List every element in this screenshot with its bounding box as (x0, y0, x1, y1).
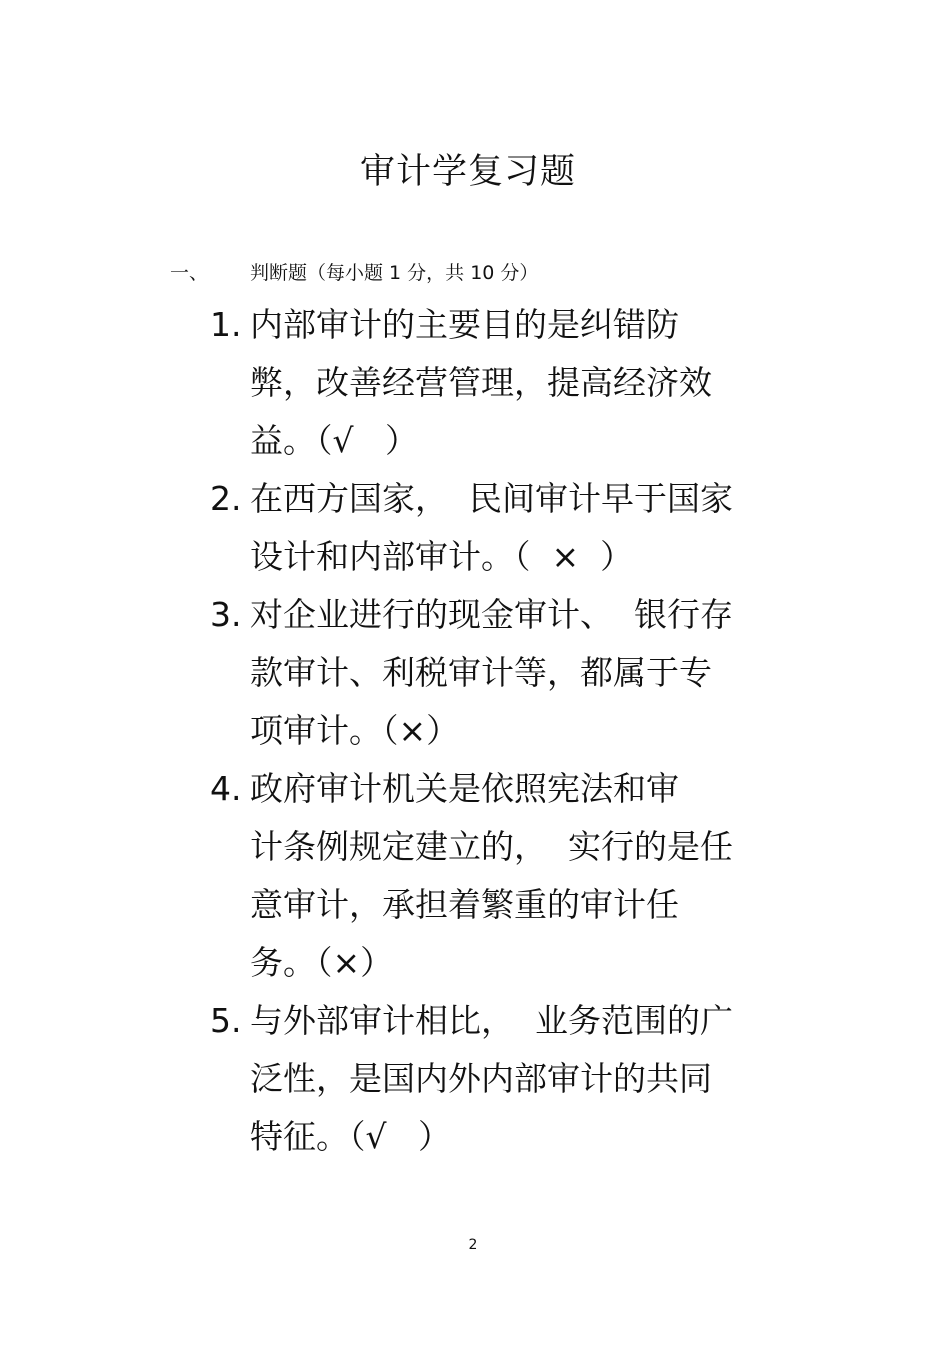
question-text-line: 设计和内部审计。（ × ） (250, 537, 634, 576)
question-text-line: 款审计、利税审计等，都属于专 (250, 653, 712, 692)
question-item (210, 296, 810, 470)
question-text-line: 项审计。（×） (250, 711, 460, 750)
question-text-line: 益。（√ ） (250, 421, 418, 460)
question-number: 3. (210, 595, 242, 634)
question-text-line: 弊，改善经营管理，提高经济效 (250, 363, 712, 402)
question-number: 1. (210, 305, 242, 344)
question-text-line: 对企业进行的现金审计、 银行存 (250, 595, 733, 634)
question-number: 5. (210, 1001, 242, 1040)
question-text-line: 政府审计机关是依照宪法和审 (250, 769, 679, 808)
question-list (210, 296, 810, 1166)
question-text-line: 与外部审计相比， 业务范围的广 (250, 1001, 733, 1040)
question-text-line: 内部审计的主要目的是纠错防 (250, 305, 679, 344)
question-number: 2. (210, 479, 242, 518)
question-item (210, 470, 810, 586)
question-item (210, 586, 810, 760)
question-number: 4. (210, 769, 242, 808)
question-text-line: 意审计，承担着繁重的审计任 (250, 885, 679, 924)
section-heading-text: 判断题（每小题 1 分，共 10 分） (250, 262, 539, 284)
question-text-line: 务。（×） (250, 943, 394, 982)
page-number: 2 (468, 1237, 478, 1253)
page-title: 审计学复习题 (359, 152, 576, 192)
question-text-line: 泛性，是国内外内部审计的共同 (250, 1059, 712, 1098)
section-number: 一、 (170, 262, 209, 284)
question-text-line: 计条例规定建立的， 实行的是任 (250, 827, 733, 866)
question-item (210, 760, 810, 992)
question-text-line: 特征。（√ ） (250, 1117, 451, 1156)
section-heading (170, 258, 538, 288)
question-item (210, 992, 810, 1166)
question-text-line: 在西方国家， 民间审计早于国家 (250, 479, 733, 518)
